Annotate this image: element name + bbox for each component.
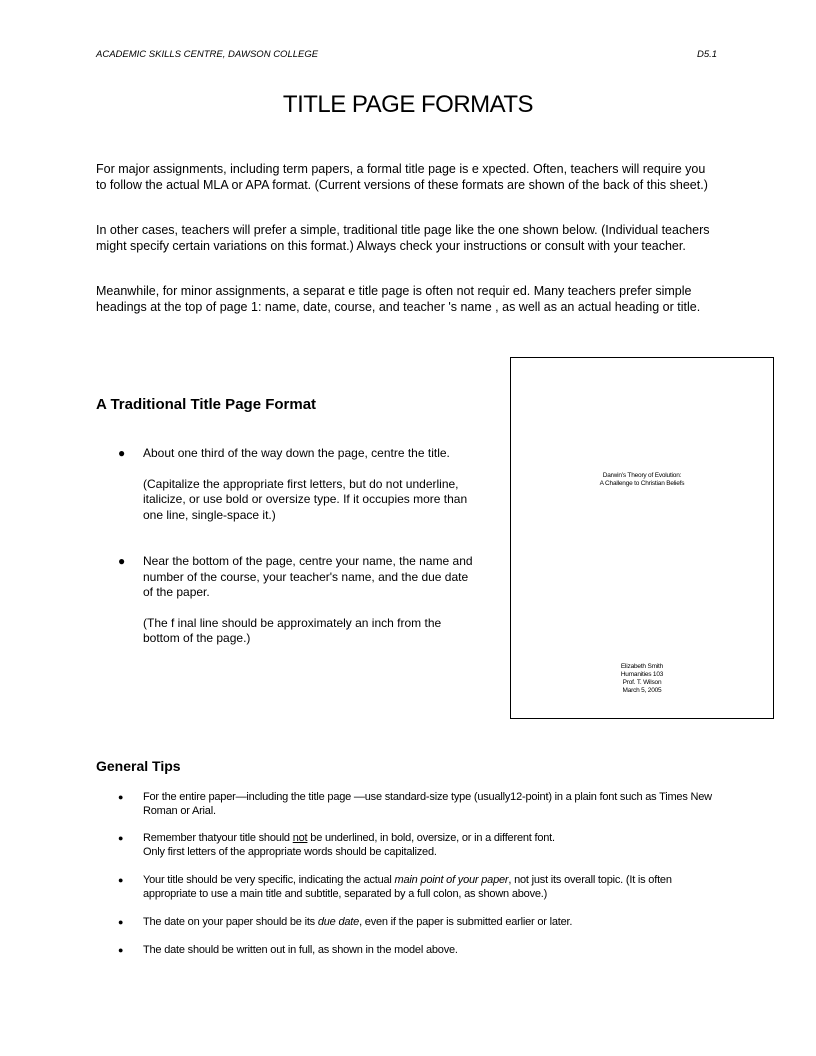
tip-text-cont: , not just its overall topic. (It is often appropriate to use a main title and subtitle, separated by a full colon, as shown above.): [143, 874, 672, 900]
model-subtitle-line: A Challenge to Christian Beliefs: [599, 480, 685, 487]
tip-item-1: [118, 790, 728, 820]
intro-paragraph-3: Meanwhile, for minor assignments, a separat e title page is often not requir ed. Many teachers prefer simple headings at the top of page 1: name, date, course, and teacher 's name , as well as an actual heading or title.: [96, 284, 701, 314]
intro-paragraph-2: In other cases, teachers will prefer a simple, traditional title page like the one shown below. (Individual teachers might specify certain variations on this format.) Always check your instructions or consult with your teacher.: [96, 223, 710, 253]
tip-text: Your title should be very specific, indicating the actual: [143, 874, 395, 886]
bullet-main-text: Near the bottom of the page, centre your name, the name and number of the course, your teacher's name, and the due date of the paper.: [143, 554, 473, 599]
model-teacher: Prof. T. Wilson: [622, 679, 662, 686]
bullet-icon: ●: [118, 833, 124, 843]
bullet-sub-text: (The f inal line should be approximately an inch from the bottom of the page.): [143, 615, 442, 645]
tip-text-cont: , even if the paper is submitted earlier or later.: [359, 916, 573, 928]
model-title-page: [510, 357, 774, 719]
tip-item-4: [118, 915, 728, 931]
tips-heading: General Tips: [96, 758, 181, 774]
bullet-main-text: About one third of the way down the page, centre the title.: [143, 446, 450, 460]
bullet-icon: ●: [118, 792, 124, 802]
bullet-icon: ●: [118, 945, 124, 955]
tip-italic-text: due date: [317, 916, 360, 928]
tip-underlined-word: not: [292, 832, 308, 844]
traditional-bullet-1: [118, 446, 478, 546]
tip-text: For the entire paper—including the title page —use standard-size type (usually12-point) in a plain font such as Times New Roman or Arial.: [143, 791, 712, 817]
tip-text-line2: Only first letters of the appropriate words should be capitalized.: [143, 846, 437, 858]
header-left: ACADEMIC SKILLS CENTRE, DAWSON COLLEGE: [96, 49, 319, 60]
tip-text: The date on your paper should be its: [143, 916, 318, 928]
intro-paragraph-1: For major assignments, including term papers, a formal title page is e xpected. Often, teachers will require you to follow the actual MLA or APA format. (Current versions of these formats are shown of the back of this sheet.): [96, 162, 708, 192]
traditional-bullet-2: [118, 554, 478, 654]
bullet-icon: ●: [118, 446, 126, 460]
page-title: TITLE PAGE FORMATS: [282, 91, 534, 118]
model-student-name: Elizabeth Smith: [620, 663, 664, 670]
tip-item-5: [118, 943, 728, 959]
bullet-icon: ●: [118, 554, 126, 568]
model-info-block: [511, 663, 773, 695]
tip-text: Remember thatyour title should: [143, 832, 293, 844]
tip-item-2: [118, 831, 728, 861]
tip-item-3: [118, 873, 728, 903]
bullet-icon: ●: [118, 917, 124, 927]
bullet-sub-text: (Capitalize the appropriate first letters, but do not underline, italicize, or use bold or oversize type. If it occupies more than one line, single-space it.): [143, 476, 468, 522]
tip-text-cont: be underlined, in bold, oversize, or in a different font.: [307, 832, 555, 844]
model-title-block: [511, 472, 773, 488]
bullet-icon: ●: [118, 875, 124, 885]
model-title-line: Darwin’s Theory of Evolution:: [602, 472, 682, 479]
traditional-heading: A Traditional Title Page Format: [96, 396, 317, 413]
model-date: March 5, 2005: [622, 687, 662, 694]
tip-text: The date should be written out in full, as shown in the model above.: [143, 944, 458, 956]
header-right: D5.1: [697, 49, 718, 60]
tip-italic-text: main point of your paper: [394, 874, 509, 886]
model-course: Humanities 103: [620, 671, 664, 678]
